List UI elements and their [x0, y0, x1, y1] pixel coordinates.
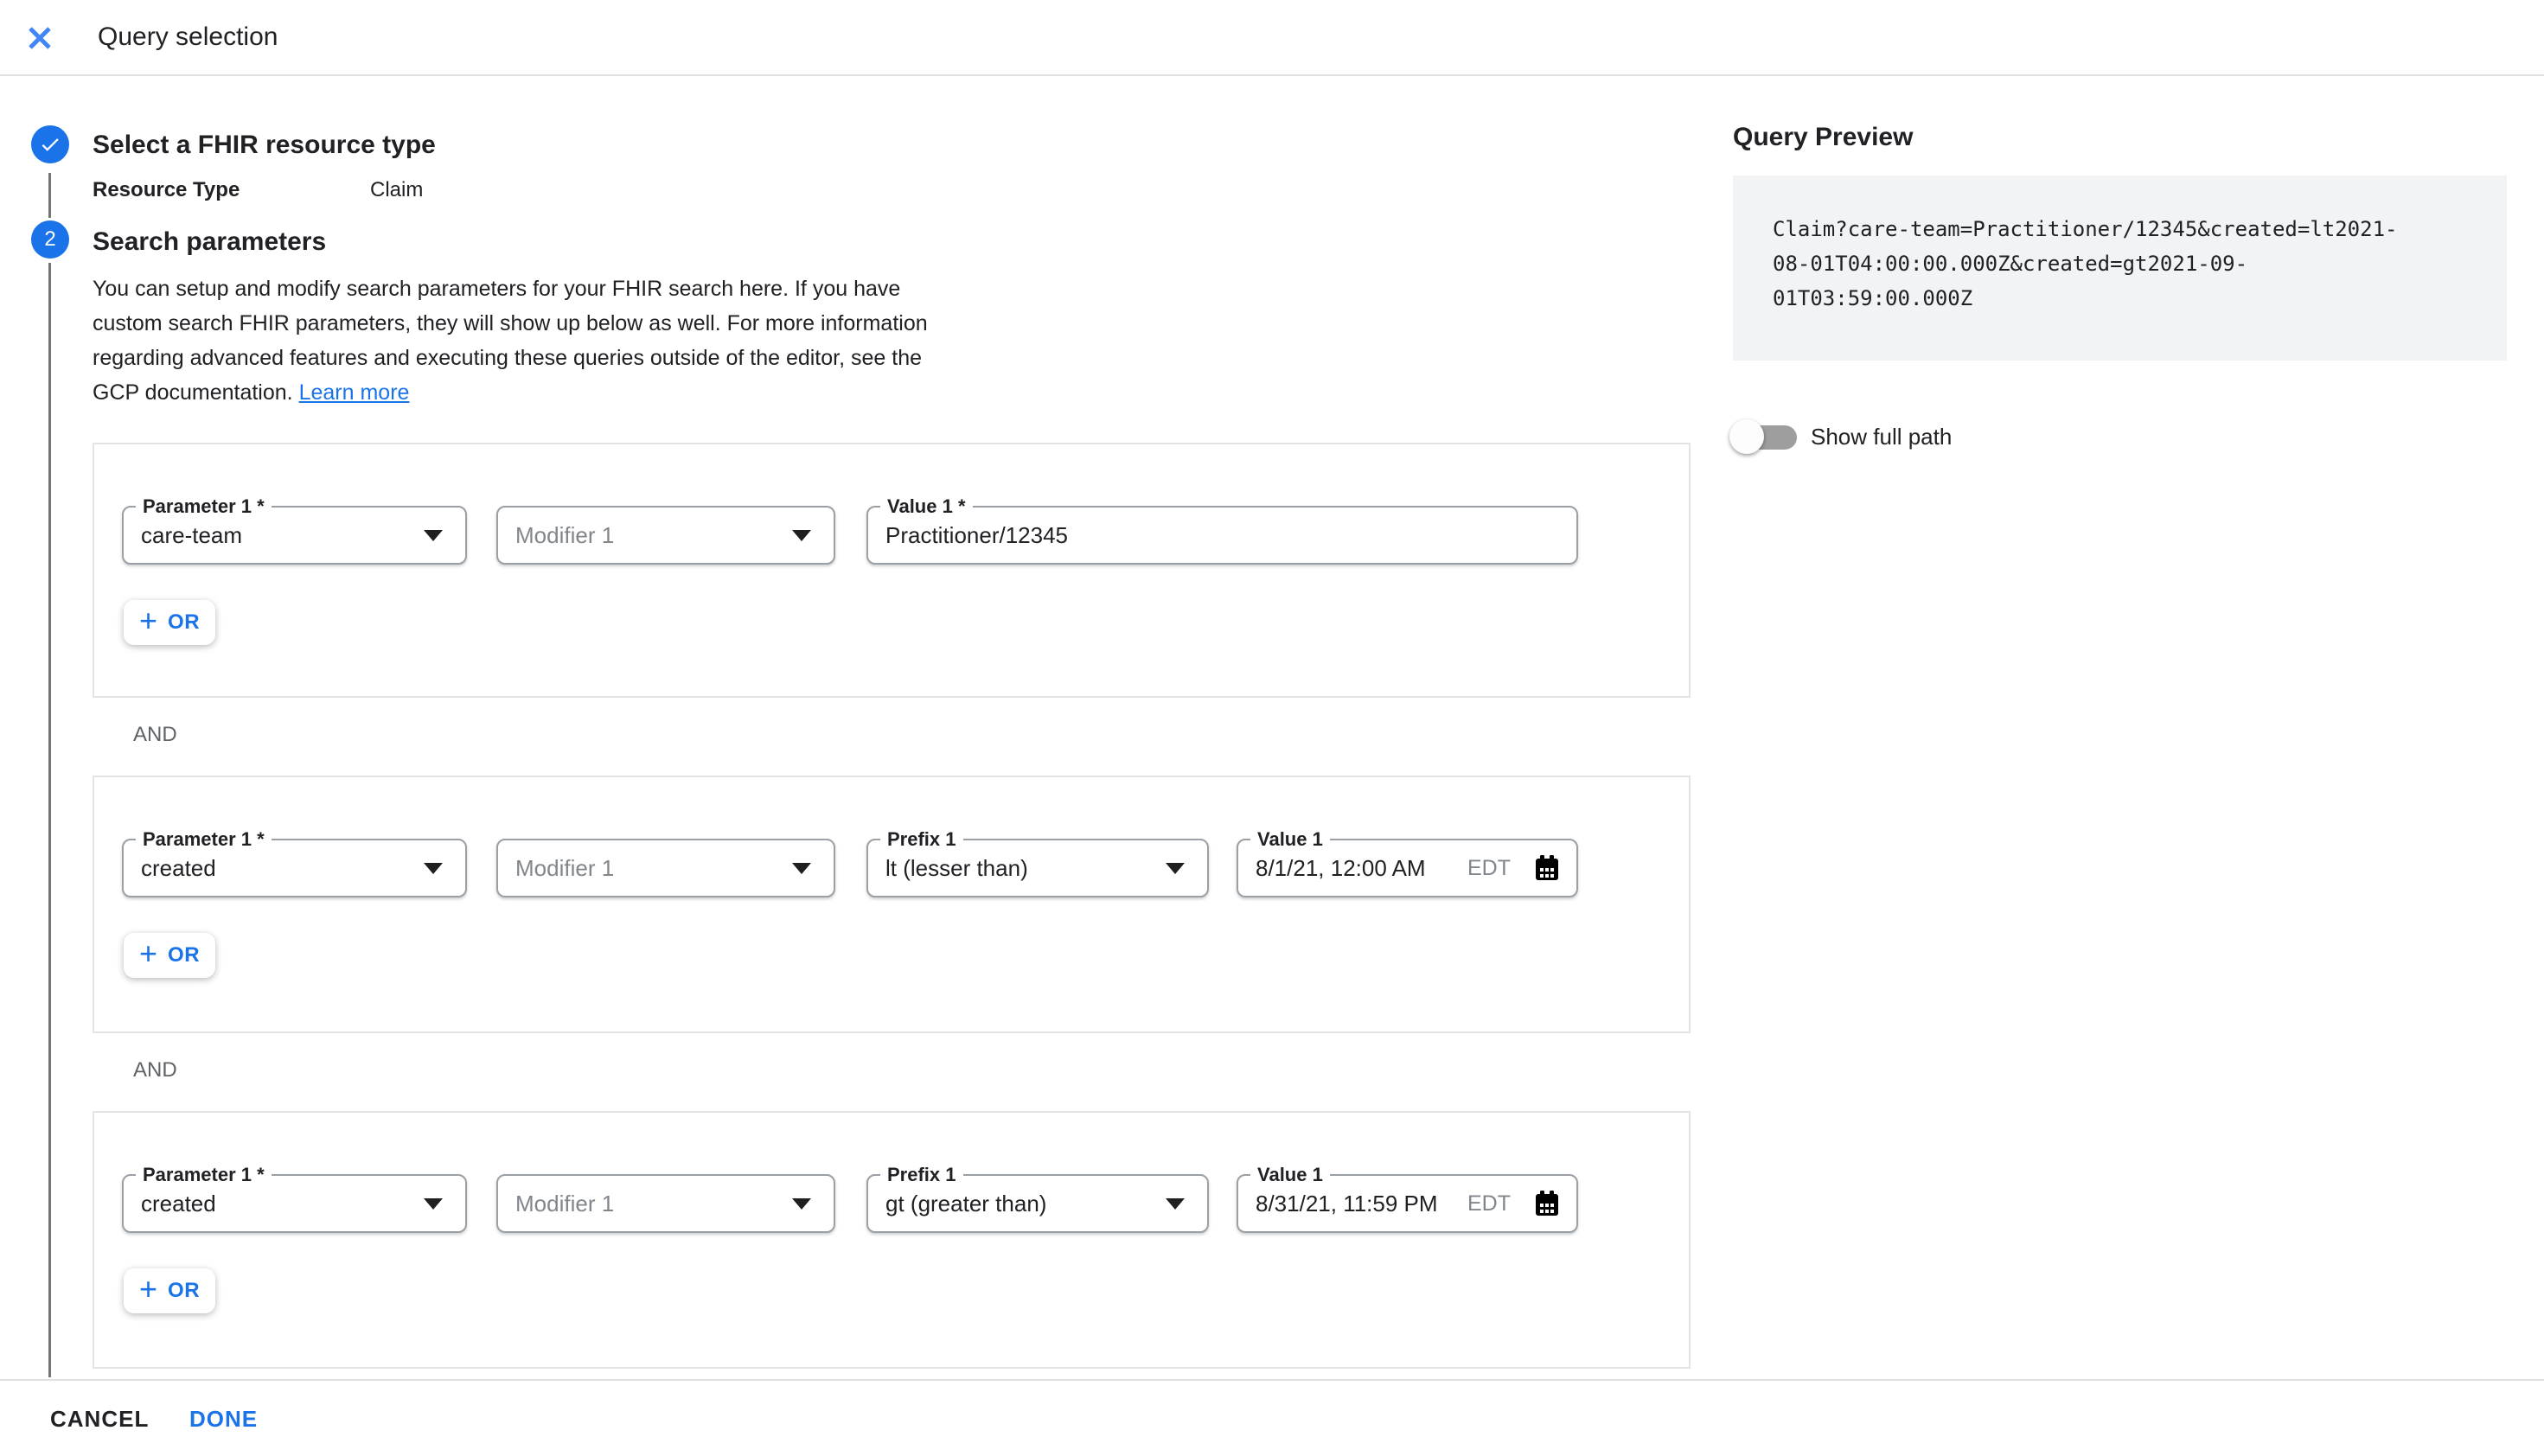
dialog-header [0, 0, 2544, 76]
step2-number-badge [31, 220, 69, 259]
parameter-1-select[interactable] [122, 495, 467, 565]
chevron-down-icon [424, 530, 443, 541]
cancel-button[interactable]: CANCEL [50, 1381, 149, 1456]
step2-description [93, 271, 968, 410]
or-button-label: OR [168, 1279, 201, 1302]
query-preview-text: 08-01T04:00:00.000Z&created=gt2021-09- [1773, 252, 2248, 276]
or-button-label: OR [168, 943, 201, 967]
stepper-connector-line [48, 263, 51, 1377]
done-button[interactable]: DONE [189, 1381, 258, 1456]
check-icon [39, 133, 61, 156]
chevron-down-icon [1166, 1198, 1185, 1210]
step2-title: Search parameters [93, 227, 327, 256]
modifier-1-placeholder: Modifier 1 [515, 521, 615, 548]
plus-icon: + [139, 936, 158, 971]
toggle-thumb [1729, 419, 1764, 454]
plus-icon: + [139, 1271, 158, 1306]
timezone-label: EDT [1467, 1191, 1511, 1216]
parameter-1-value: created [141, 1190, 216, 1217]
parameter-1-select[interactable] [122, 1164, 467, 1233]
parameter-1-select[interactable] [122, 828, 467, 897]
value-1-label: Value 1 * [880, 494, 973, 520]
stepper-connector-line [48, 173, 51, 218]
step1-title: Select a FHIR resource type [93, 131, 436, 159]
add-or-button[interactable] [124, 600, 215, 645]
plus-icon: + [139, 603, 158, 638]
calendar-icon[interactable] [1531, 853, 1563, 884]
value-1-datetime-text: 8/1/21, 12:00 AM [1256, 854, 1426, 881]
and-connector-label: AND [133, 723, 177, 746]
add-or-button[interactable] [124, 1268, 215, 1313]
prefix-1-select[interactable] [866, 1164, 1209, 1233]
parameter-group-3 [93, 1111, 1691, 1369]
chevron-down-icon [1166, 863, 1185, 874]
modifier-1-select[interactable] [496, 506, 835, 565]
timezone-label: EDT [1467, 855, 1511, 880]
parameter-group-1 [93, 443, 1691, 698]
value-1-datetime-input[interactable] [1237, 828, 1578, 897]
or-button-label: OR [168, 610, 201, 634]
modifier-1-select[interactable] [496, 1174, 835, 1233]
parameter-group-2 [93, 776, 1691, 1033]
prefix-1-value: gt (greater than) [885, 1190, 1047, 1217]
prefix-1-label: Prefix 1 [880, 1162, 963, 1188]
value-1-input[interactable] [866, 495, 1578, 565]
learn-more-link[interactable]: Learn more [298, 380, 410, 405]
show-full-path-row [1729, 417, 1952, 457]
step2-description-text: You can setup and modify search parameters for your FHIR search here. If you have custom search FHIR parameters, they will show up below as well. For more information regarding advanced features and executing these queries outside of the editor, see the GCP documentation. [93, 277, 928, 405]
modifier-1-placeholder: Modifier 1 [515, 1190, 615, 1217]
parameter-1-value: care-team [141, 521, 243, 548]
modifier-1-placeholder: Modifier 1 [515, 854, 615, 881]
chevron-down-icon [424, 1198, 443, 1210]
prefix-1-label: Prefix 1 [880, 827, 963, 853]
resource-type-label: Resource Type [93, 178, 240, 201]
resource-type-value: Claim [370, 178, 424, 201]
value-1-label: Value 1 [1250, 1162, 1330, 1188]
prefix-1-select[interactable] [866, 828, 1209, 897]
query-preview-box [1733, 176, 2507, 361]
and-connector-label: AND [133, 1058, 177, 1082]
calendar-icon[interactable] [1531, 1188, 1563, 1219]
value-1-label: Value 1 [1250, 827, 1330, 853]
dialog-footer [0, 1379, 2544, 1456]
query-preview-text: 01T03:59:00.000Z [1773, 286, 1973, 310]
dialog-title: Query selection [98, 22, 278, 51]
chevron-down-icon [792, 1198, 811, 1210]
chevron-down-icon [792, 530, 811, 541]
chevron-down-icon [792, 863, 811, 874]
query-preview-text: Claim?care-team=Practitioner/12345&created=lt2021- [1773, 217, 2398, 241]
modifier-1-select[interactable] [496, 839, 835, 897]
query-preview-title: Query Preview [1733, 123, 1914, 151]
value-1-text: Practitioner/12345 [885, 521, 1069, 548]
value-1-datetime-input[interactable] [1237, 1164, 1578, 1233]
close-icon-glyph [26, 24, 54, 52]
parameter-1-label: Parameter 1 * [136, 1162, 272, 1188]
parameter-1-value: created [141, 854, 216, 881]
show-full-path-toggle[interactable] [1729, 417, 1797, 457]
chevron-down-icon [424, 863, 443, 874]
prefix-1-value: lt (lesser than) [885, 854, 1028, 881]
show-full-path-label: Show full path [1811, 423, 1953, 450]
value-1-datetime-text: 8/31/21, 11:59 PM [1256, 1190, 1438, 1217]
step2-number: 2 [44, 227, 56, 251]
close-icon[interactable] [21, 19, 59, 57]
parameter-1-label: Parameter 1 * [136, 827, 272, 853]
parameter-1-label: Parameter 1 * [136, 494, 272, 520]
add-or-button[interactable] [124, 933, 215, 978]
step1-completed-badge [31, 125, 69, 163]
